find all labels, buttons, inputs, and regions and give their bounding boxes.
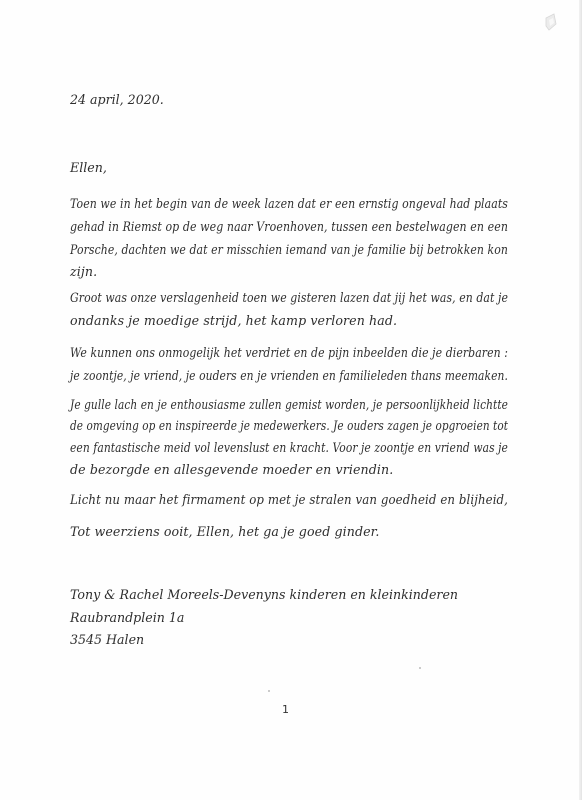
signature-city: 3545 Halen: [70, 632, 145, 647]
letter-date: 24 april, 2020.: [70, 92, 164, 107]
paragraph-6-line-1: Tot weerziens ooit, Ellen, het ga je goed ginder.: [70, 524, 380, 539]
paragraph-3-line-2: je zoontje, je vriend, je ouders en je vrienden en familieleden thans meemaken.: [70, 368, 508, 383]
paragraph-1-line-1: Toen we in het begin van de week lazen dat er een ernstig ongeval had plaats: [70, 196, 508, 211]
paragraph-4-line-4: de bezorgde en allesgevende moeder en vriendin.: [70, 462, 394, 477]
scan-corner-mark-icon: [544, 12, 558, 32]
page-number: 1: [282, 703, 289, 716]
letter-salutation: Ellen,: [70, 160, 107, 175]
paragraph-1-line-3: Porsche, dachten we dat er misschien iemand van je familie bij betrokken kon: [70, 242, 508, 257]
paragraph-2-line-2: ondanks je moedige strijd, het kamp verloren had.: [70, 313, 398, 328]
paragraph-5-line-1: Licht nu maar het firmament op met je stralen van goedheid en blijheid,: [70, 492, 509, 507]
paragraph-4-line-3: een fantastische meid vol levenslust en kracht. Voor je zoontje en vriend was je: [70, 440, 508, 455]
signature-street: Raubrandplein 1a: [70, 610, 185, 625]
paragraph-1-line-2: gehad in Riemst op de weg naar Vroenhoven, tussen een bestelwagen en een: [70, 219, 508, 234]
scan-speck: [419, 667, 421, 669]
paragraph-2-line-1: Groot was onze verslagenheid toen we gisteren lazen dat jij het was, en dat je: [70, 290, 509, 305]
paragraph-3-line-1: We kunnen ons onmogelijk het verdriet en de pijn inbeelden die je dierbaren :: [70, 345, 508, 360]
paragraph-1-line-4: zijn.: [70, 264, 98, 279]
paragraph-4-line-1: Je gulle lach en je enthousiasme zullen gemist worden, je persoonlijkheid lichtte: [70, 397, 508, 412]
signature-names: Tony & Rachel Moreels-Devenyns kinderen en kleinkinderen: [70, 587, 459, 602]
scan-speck: [268, 690, 270, 692]
paragraph-4-line-2: de omgeving op en inspireerde je medewerkers. Je ouders zagen je opgroeien tot: [70, 418, 509, 433]
